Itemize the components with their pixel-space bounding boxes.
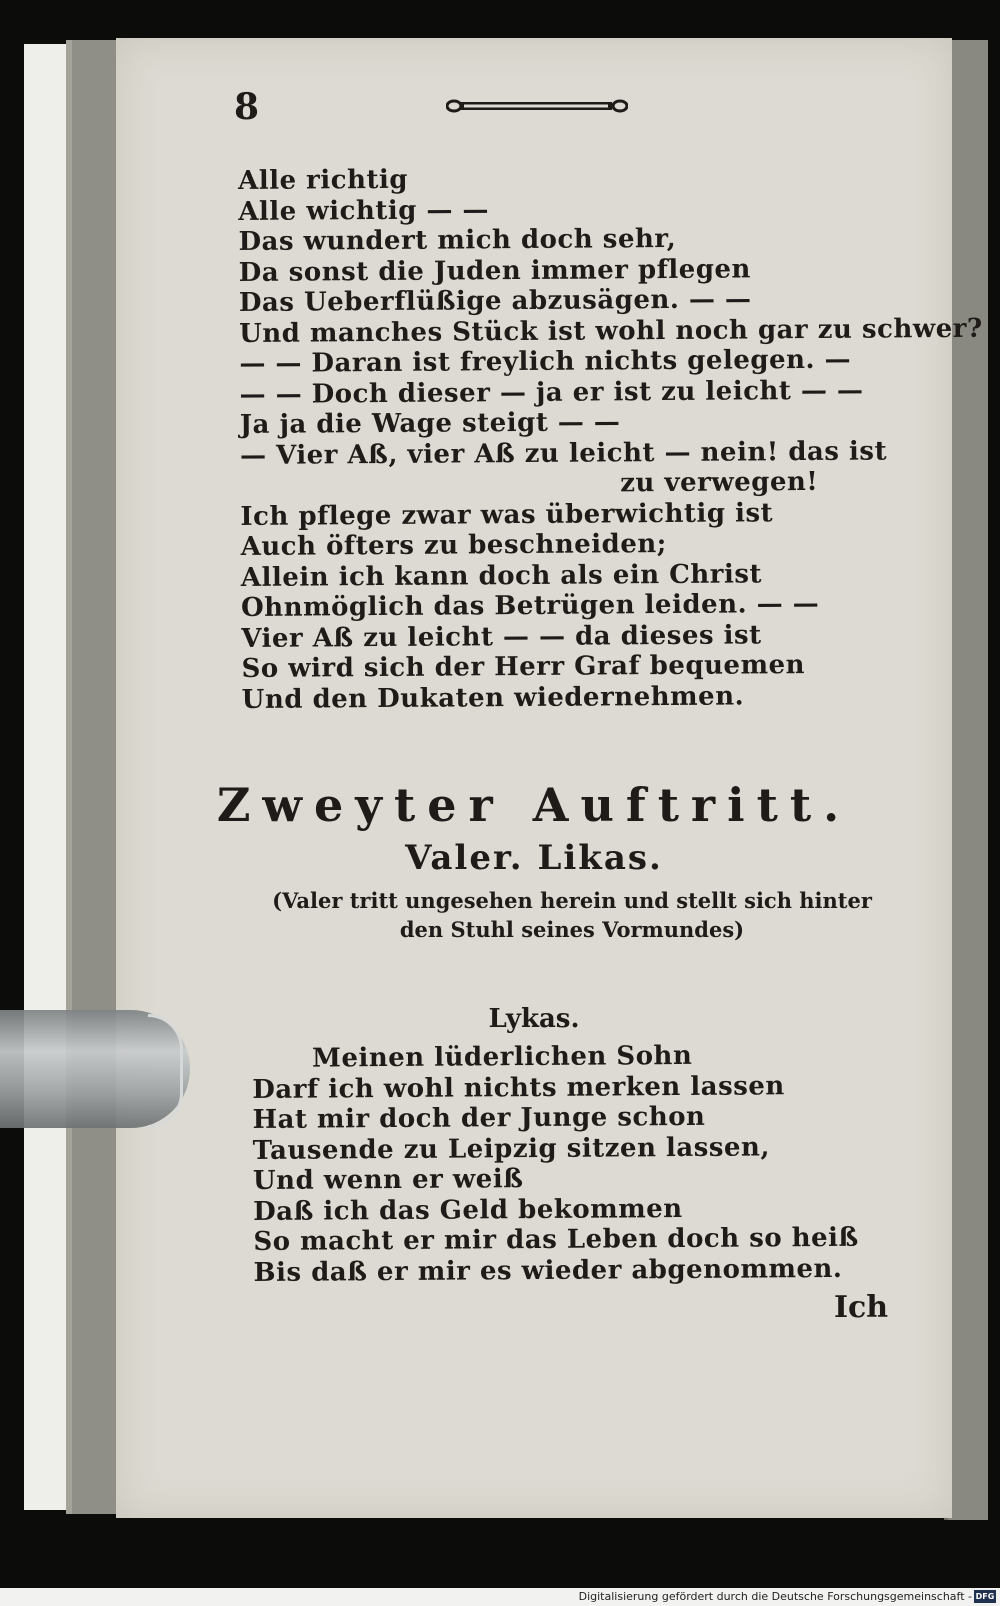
verse-line: Tausende zu Leipzig sitzen lassen,	[252, 1131, 771, 1166]
verse-block-a	[238, 161, 985, 715]
catchword: Ich	[834, 1290, 889, 1325]
verse-line: Bis daß er mir es wieder abgenommen.	[253, 1253, 843, 1288]
verse-line: Und wenn er weiß	[252, 1164, 524, 1196]
verse-line: Hat mir doch der Junge schon	[252, 1101, 706, 1135]
verse-line-continuation: zu verwegen!	[620, 466, 819, 499]
verse-line: Alle wichtig — —	[238, 194, 490, 227]
book-page	[116, 38, 983, 1518]
scene-heading: Zweyter Auftritt.	[216, 778, 852, 832]
footer-credit: Digitalisierung gefördert durch die Deutsche Forschungsgemeinschaft -	[578, 1590, 972, 1603]
verse-line: Meinen lüderlichen Sohn	[311, 1040, 693, 1074]
stage-direction: (Valer tritt ungesehen herein und stellt sich hinter den Stuhl seines Vormundes)	[272, 888, 872, 942]
verse-line: Das Ueberflüßige abzusägen. — —	[238, 284, 752, 318]
verse-line: Daß ich das Geld bekommen	[253, 1193, 683, 1227]
verse-line: So macht er mir das Leben doch so heiß	[253, 1222, 859, 1257]
verse-line: Und den Dukaten wiedernehmen.	[241, 680, 745, 715]
verse-line: Und manches Stück ist wohl noch gar zu schwer?	[239, 313, 983, 349]
verse-line: Ich pflege zwar was überwichtig ist	[240, 497, 774, 532]
verse-line: Ohnmöglich das Betrügen leiden. — —	[240, 588, 820, 623]
page-holder-clip-edge	[148, 1014, 183, 1128]
character-list: Valer. Likas.	[405, 838, 663, 878]
speaker-name: Lykas.	[488, 1004, 580, 1034]
verse-line: Vier Aß zu leicht — — da dieses ist	[241, 619, 762, 654]
verse-line: — — Doch dieser — ja er ist zu leicht — —	[239, 375, 864, 410]
page-number: 8	[234, 86, 260, 128]
verse-line: Alle richtig	[238, 164, 409, 196]
verse-line: So wird sich der Herr Graf bequemen	[241, 650, 806, 684]
dfg-logo: DFG	[975, 1592, 995, 1601]
verse-line: Das wundert mich doch sehr,	[238, 223, 677, 257]
verse-block-b	[252, 1040, 859, 1288]
verse-line: Ja ja die Wage steigt — —	[239, 407, 621, 440]
verse-line: Auch öfters zu beschneiden;	[240, 529, 667, 562]
verse-line: Darf ich wohl nichts merken lassen	[252, 1070, 785, 1105]
verse-line: Da sonst die Juden immer pflegen	[238, 253, 752, 288]
verse-line: — — Daran ist freylich nichts gelegen. —	[239, 344, 852, 379]
verse-line: Allein ich kann doch als ein Christ	[240, 558, 763, 593]
verse-line: — Vier Aß, vier Aß zu leicht — nein! das ist	[239, 435, 888, 471]
header-ornament	[446, 98, 628, 114]
